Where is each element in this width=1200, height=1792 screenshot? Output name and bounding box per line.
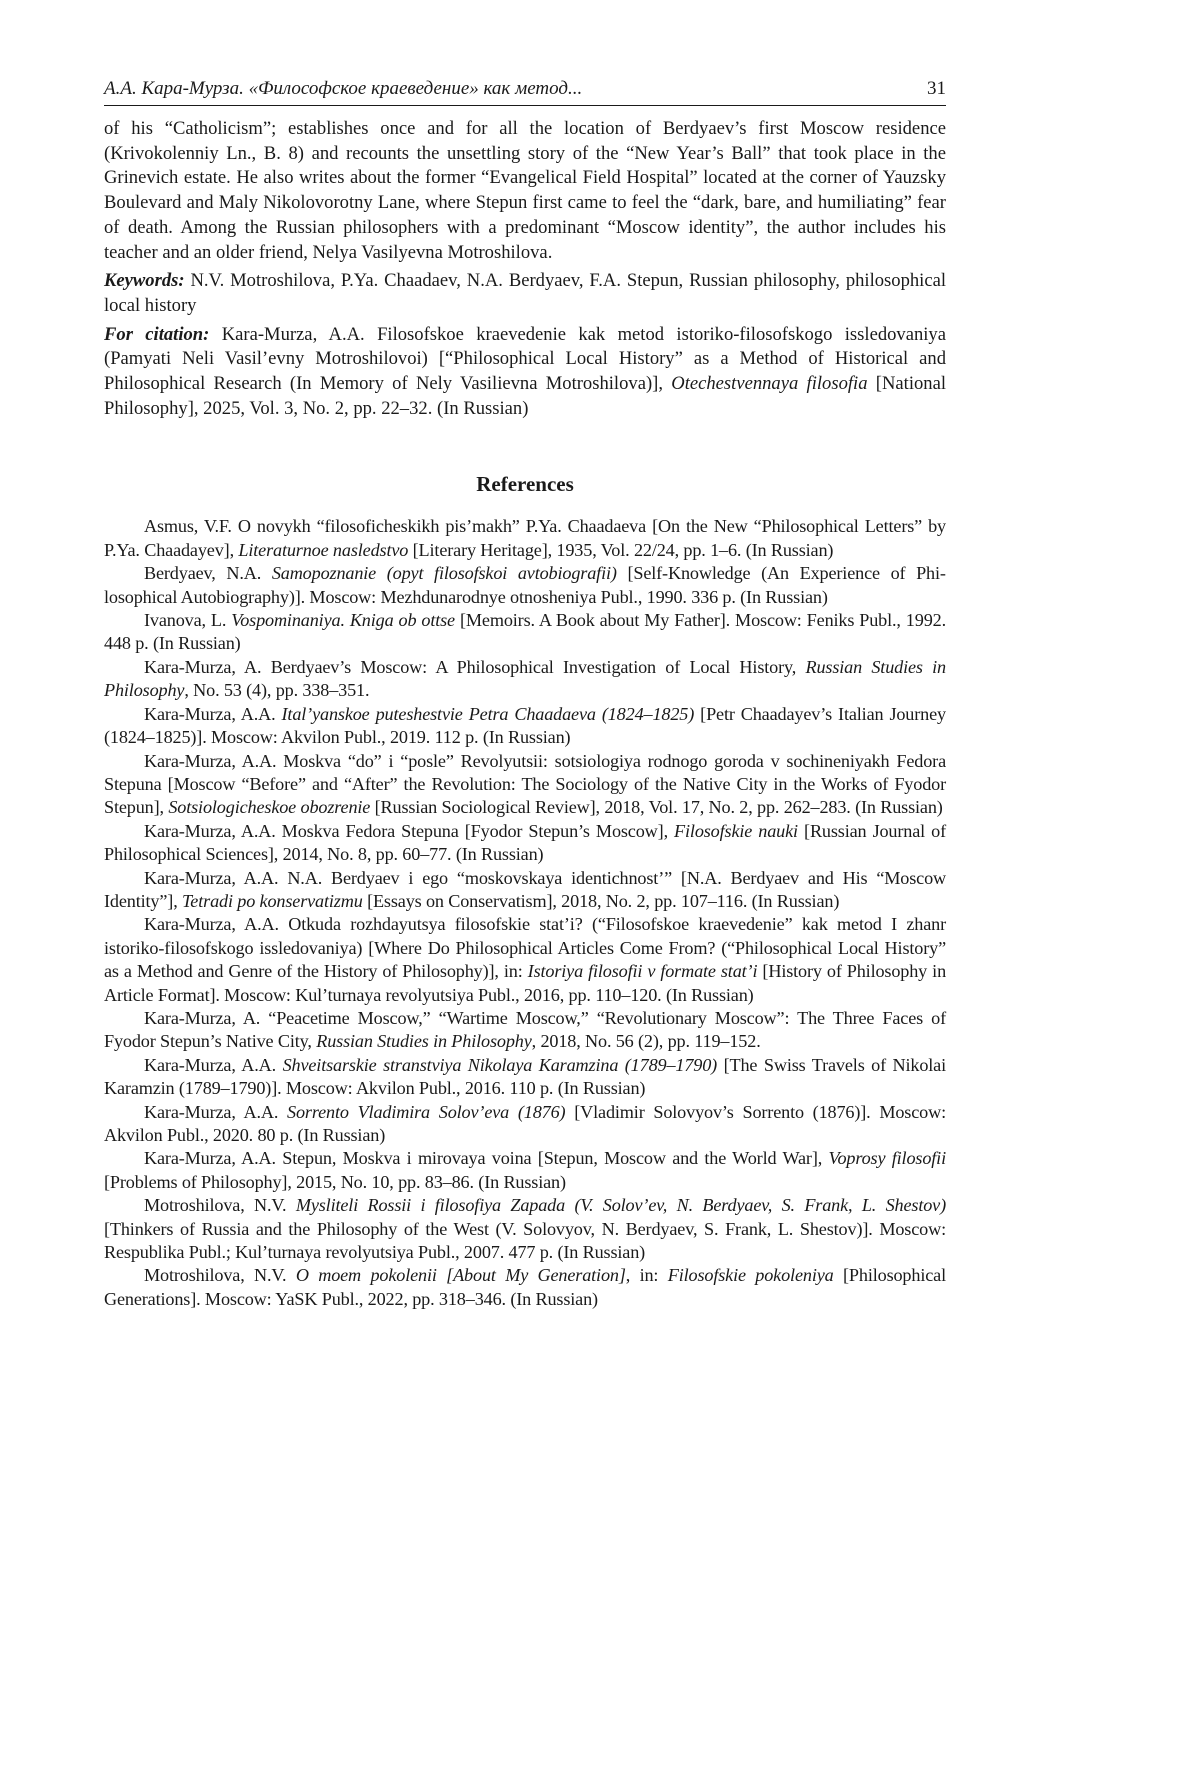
reference-item: Asmus, V.F. O novykh “filosoficheskikh pis’makh” P.Ya. Chaadaeva [On the New “Philosophical Letters” by P.Ya. Chaadayev], Literaturnoe nasledstvo [Literary Heritage], 1935, Vol. 22/24, pp. 1–6. (In Russian)	[104, 516, 946, 560]
references-heading: References	[476, 472, 574, 497]
reference-item: Kara-Murza, A.A. N.A. Berdyaev i ego “moskovskaya identichnost’” [N.A. Berdyaev and His “Moscow Identity”], Tetradi po konservatizmu [Essays on Conservatism], 2018, No. 2, pp. 107–116. (In Russian)	[104, 867, 946, 911]
reference-item: Motroshilova, N.V. Mysliteli Rossii i filosofiya Zapada (V. Solov’ev, N. Berdyaev, S. Frank, L. Shestov) [Thinkers of Russia and the Philosophy of the West (V. Solovyov, N. Berdyaev, S. Frank, L. Shestov)]. Moscow: Respublika Publ.; Kul’turnaya revolyutsiya Publ., 2007. 477 p. (In Russian)	[104, 1195, 946, 1263]
reference-item: Motroshilova, N.V. O moem pokolenii [About My Generation], in: Filosofskie pokoleniya [Philosophical Generations]. Moscow: YaSK Publ., 2022, pp. 318–346. (In Russian)	[104, 1265, 946, 1309]
reference-item: Kara-Murza, A.A. Moskva “do” i “posle” Revolyutsii: sotsiologiya rodnogo goroda v sochineniyakh Fedora Stepuna [Moscow “Before” and “After” the Revolution: The Sociology of the Native City in the Works of Fyodor Stepun], Sotsiologicheskoe obozrenie [Russian Sociological Review], 2018, Vol. 17, No. 2, pp. 262–283. (In Russian)	[104, 750, 946, 818]
reference-item: Berdyaev, N.A. Samopoznanie (opyt filosofskoi avtobiografii) [Self-Knowledge (An Experience of Philosophical Autobiography)]. Moscow: Mezhdunarodnye otnosheniya Publ., 1990. 336 p. (In Russian)	[104, 563, 946, 607]
abstract-continuation: of his “Catholicism”; establishes once and for all the location of Berdyaev’s first Moscow residence (Krivokolenniy Ln., B. 8) and recounts the unsettling story of the “New Year’s Ball” that took place in the Grinevich estate. He also writes about the former “Evangelical Field Hospital” located at the corner of Yauzsky Boulevard and Maly Nikolovorotny Lane, where Stepun first came to feel the “dark, bare, and humiliating” fear of death. Among the Russian philosophers with a predominant “Moscow identity”, the author includes his teacher and an older friend, Nelya Vasilyevna Motroshilova.	[104, 118, 946, 263]
reference-item: Kara-Murza, A. Berdyaev’s Moscow: A Philosophical Investigation of Local History, Russian Studies in Philosophy, No. 53 (4), pp. 338–351.	[104, 656, 946, 701]
citation-label: For citation:	[104, 323, 210, 345]
keywords-label: Keywords:	[104, 270, 185, 292]
references-list	[104, 515, 946, 1311]
reference-item: Kara-Murza, A.A. Shveitsarskie stranstviya Nikolaya Karamzina (1789–1790) [The Swiss Travels of Nikolai Karamzin (1789–1790)]. Moscow: Akvilon Publ., 2016. 110 p. (In Russian)	[104, 1054, 947, 1099]
citation-text: Kara-Murza, A.A. Filosofskoe kraevedenie kak metod istoriko-filosofskogo issledovaniya (Pamyati Neli Vasil’evny Motroshilovoi) [“Philosophical Local History” as a Method of Historical and Philosophical Research (In Memory of Nely Vasilievna Motroshilova)],	[104, 323, 946, 395]
reference-item: Kara-Murza, A.A. Moskva Fedora Stepuna [Fyodor Stepun’s Moscow], Filosofskie nauki [Russian Journal of Philosophical Sciences], 2014, No. 8, pp. 60–77. (In Russian)	[104, 820, 946, 865]
reference-item: Kara-Murza, A.A. Otkuda rozhdayutsya filosofskie stat’i? (“Filosofskoe kraevedenie” kak metod I zhanr istoriko-filosofskogo issledovaniya) [Where Do Philosophical Articles Come From? (“Philosophical Local History” as a Method and Genre of the History of Philosophy)], in: Istoriya filosofii v formate stat’i [History of Philosophy in Article Format]. Moscow: Kul’turnaya revolyutsiya Publ., 2016, pp. 110–120. (In Russian)	[104, 914, 947, 1005]
reference-item: Kara-Murza, A.A. Sorrento Vladimira Solov’eva (1876) [Vladimir Solovyov’s Sorrento (1876)]. Moscow: Akvilon Publ., 2020. 80 p. (In Russian)	[104, 1101, 946, 1145]
running-header	[104, 76, 946, 106]
page-number: 31	[927, 78, 946, 99]
citation-tail: [National Philosophy], 2025, Vol. 3, No. 2, pp. 22–32. (In Russian)	[104, 373, 946, 419]
reference-item: Kara-Murza, A.A. Stepun, Moskva i mirovaya voina [Stepun, Moscow and the World War], Voprosy filosofii [Problems of Philosophy], 2015, No. 10, pp. 83–86. (In Russian)	[104, 1148, 946, 1192]
citation-line	[104, 323, 946, 422]
keywords-line	[104, 269, 946, 318]
reference-item: Kara-Murza, A.A. Ital’yanskoe puteshestvie Petra Chaadaeva (1824–1825) [Petr Chaadayev’s Italian Journey (1824–1825)]. Moscow: Akvilon Publ., 2019. 112 p. (In Russian)	[104, 703, 946, 748]
journal-page	[104, 76, 946, 1311]
reference-item: Kara-Murza, A. “Peacetime Moscow,” “Wartime Moscow,” “Revolutionary Moscow”: The Three Faces of Fyodor Stepun’s Native City, Russian Studies in Philosophy, 2018, No. 56 (2), pp. 119–152.	[104, 1007, 946, 1052]
keywords-text: N.V. Motroshilova, P.Ya. Chaadaev, N.A. Berdyaev, F.A. Stepun, Russian philosophy, philosophical local history	[104, 270, 947, 316]
citation-journal: Otechestvennaya filosofia	[671, 373, 868, 395]
running-title: А.А. Кара-Мурза. «Философское краеведение» как метод...	[104, 78, 583, 99]
reference-item: Ivanova, L. Vospominaniya. Kniga ob ottse [Memoirs. A Book about My Father]. Moscow: Feniks Publ., 1992. 448 p. (In Russian)	[104, 610, 946, 654]
abstract-section	[104, 117, 946, 421]
